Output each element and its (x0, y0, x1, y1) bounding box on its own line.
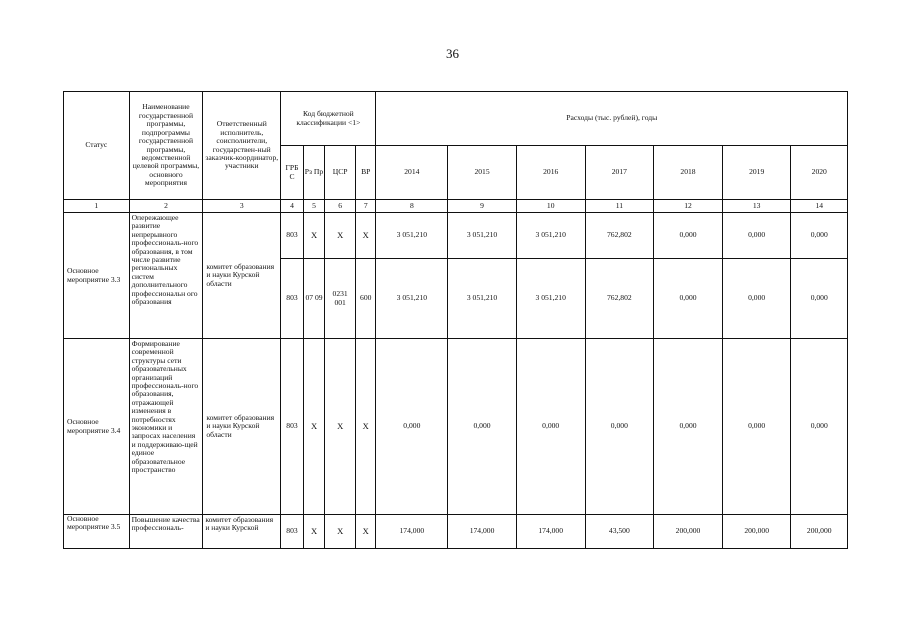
row-name: Опережающее развитие непрерывного профессиональ-ного образования, в том числе развитие региональных систем дополнительного профессиональн ого образования (129, 213, 203, 339)
column-number: 5 (303, 200, 325, 213)
column-number: 14 (791, 200, 848, 213)
column-number: 9 (448, 200, 517, 213)
header-rzpr: Рз Пр (303, 146, 325, 200)
cell-value: 0,000 (791, 213, 848, 259)
table-row (64, 515, 848, 549)
header-grbs: ГРБ С (281, 146, 304, 200)
column-number: 4 (281, 200, 304, 213)
header-year: 2020 (791, 146, 848, 200)
cell-value: 3 051,210 (448, 259, 517, 339)
column-number: 3 (203, 200, 281, 213)
row-status: Основное мероприятие 3.5 (64, 515, 130, 549)
cell-value: 174,000 (448, 515, 517, 549)
column-number: 6 (325, 200, 356, 213)
cell-vr: X (356, 339, 376, 515)
budget-expenses-table (63, 91, 848, 549)
cell-value: 43,500 (585, 515, 654, 549)
header-vr: ВР (356, 146, 376, 200)
cell-value: 0,000 (654, 213, 723, 259)
column-numbers-row (64, 200, 848, 213)
cell-value: 3 051,210 (516, 213, 585, 259)
table-row (64, 213, 848, 259)
cell-grbs: 803 (281, 339, 304, 515)
cell-value: 174,000 (376, 515, 448, 549)
cell-csr: 0231 001 (325, 259, 356, 339)
cell-value: 3 051,210 (516, 259, 585, 339)
cell-value: 200,000 (654, 515, 723, 549)
page-number: 36 (446, 46, 459, 61)
column-number: 13 (722, 200, 791, 213)
cell-value: 0,000 (791, 339, 848, 515)
cell-value: 0,000 (654, 259, 723, 339)
header-status: Статус (64, 92, 130, 200)
cell-csr: X (325, 339, 356, 515)
column-number: 10 (516, 200, 585, 213)
header-csr: ЦСР (325, 146, 356, 200)
header-year: 2017 (585, 146, 654, 200)
table-row (64, 339, 848, 515)
header-year: 2014 (376, 146, 448, 200)
cell-csr: X (325, 213, 356, 259)
cell-rzpr: 07 09 (303, 259, 325, 339)
header-budget-code: Код бюджетной классификации <1> (281, 92, 376, 146)
cell-csr: X (325, 515, 356, 549)
cell-vr: X (356, 515, 376, 549)
cell-vr: X (356, 213, 376, 259)
row-status: Основное мероприятие 3.3 (64, 213, 130, 339)
cell-vr: 600 (356, 259, 376, 339)
row-status: Основное мероприятие 3.4 (64, 339, 130, 515)
row-name: Повышение качества профессиональ- (129, 515, 203, 549)
cell-value: 3 051,210 (376, 213, 448, 259)
cell-value: 0,000 (791, 259, 848, 339)
cell-value: 3 051,210 (376, 259, 448, 339)
column-number: 1 (64, 200, 130, 213)
header-year: 2018 (654, 146, 723, 200)
cell-value: 0,000 (448, 339, 517, 515)
cell-value: 200,000 (722, 515, 791, 549)
cell-value: 762,802 (585, 259, 654, 339)
cell-value: 0,000 (722, 213, 791, 259)
column-number: 7 (356, 200, 376, 213)
cell-value: 0,000 (722, 259, 791, 339)
cell-rzpr: X (303, 515, 325, 549)
cell-value: 762,802 (585, 213, 654, 259)
header-year: 2016 (516, 146, 585, 200)
row-responsible: комитет образования и науки Курской области (203, 213, 281, 339)
row-responsible: комитет образования и науки Курской области (203, 339, 281, 515)
column-number: 8 (376, 200, 448, 213)
cell-rzpr: X (303, 339, 325, 515)
row-name: Формирование современной структуры сети образовательных организаций профессиональ-ного образования, отражающей изменения в потребностях экономики и запросах населения и поддерживаю-щей единое образовательное пространство (129, 339, 203, 515)
cell-value: 174,000 (516, 515, 585, 549)
header-responsible: Ответственный исполнитель, соисполнители, государствен-ный заказчик-координатор, участники (203, 92, 281, 200)
cell-grbs: 803 (281, 213, 304, 259)
column-number: 11 (585, 200, 654, 213)
column-number: 2 (129, 200, 203, 213)
cell-grbs: 803 (281, 515, 304, 549)
cell-value: 0,000 (516, 339, 585, 515)
header-expenses: Расходы (тыс. рублей), годы (376, 92, 848, 146)
header-name: Наименование государственной программы, подпрограммы государственной программы, ведомственной целевой программы, основного мероприятия (129, 92, 203, 200)
column-number: 12 (654, 200, 723, 213)
cell-value: 0,000 (654, 339, 723, 515)
cell-value: 200,000 (791, 515, 848, 549)
cell-value: 0,000 (722, 339, 791, 515)
cell-value: 0,000 (376, 339, 448, 515)
cell-value: 3 051,210 (448, 213, 517, 259)
cell-grbs: 803 (281, 259, 304, 339)
cell-value: 0,000 (585, 339, 654, 515)
header-year: 2019 (722, 146, 791, 200)
row-responsible: комитет образования и науки Курской (203, 515, 281, 549)
cell-rzpr: X (303, 213, 325, 259)
header-year: 2015 (448, 146, 517, 200)
header-row-1 (64, 92, 848, 146)
